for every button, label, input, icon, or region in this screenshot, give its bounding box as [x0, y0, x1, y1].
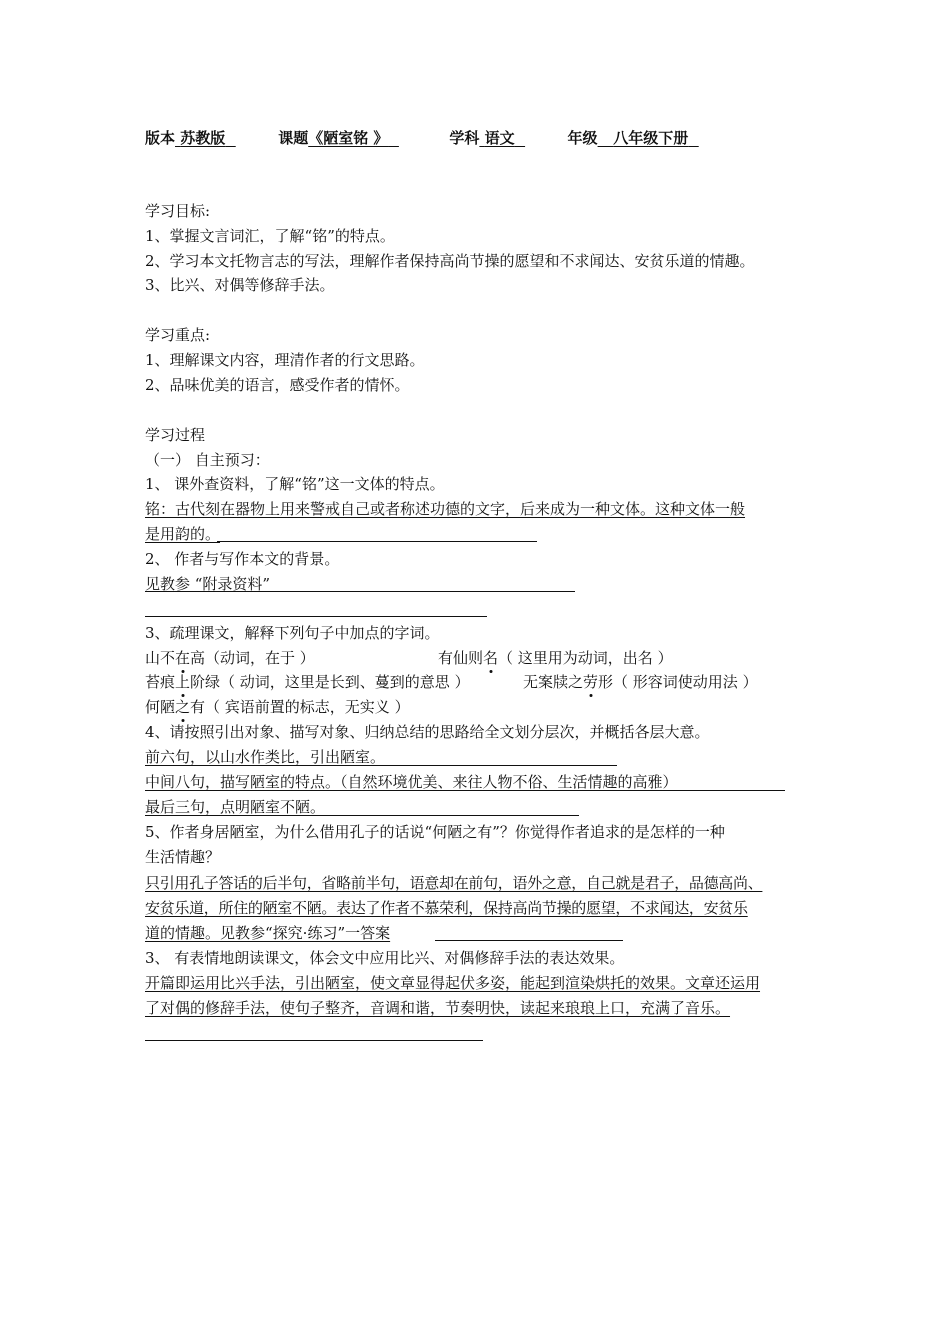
dotted-char: 上: [175, 673, 191, 691]
blank-line: [145, 591, 575, 592]
answer-6-line: 开篇即运用比兴手法，引出陋室，使文章显得起伏多姿，能起到渲染烘托的效果。文章还运用: [145, 974, 761, 992]
answer-1-line: 是用韵的。: [145, 525, 221, 543]
process-title: 学习过程: [145, 426, 206, 444]
lesson-value: 《陋室铭 》: [308, 129, 389, 147]
objective-item: 3、比兴、对偶等修辞手法。: [145, 276, 335, 294]
objectives-title: 学习目标:: [145, 202, 211, 220]
answer-5-line: 道的情趣。见教参“探究·练习”一答案: [145, 924, 391, 942]
blank-line: [145, 616, 487, 617]
vocab-item: 无案牍之劳形（ 形容词使动用法 ）: [523, 673, 758, 691]
blank-line: [435, 940, 623, 941]
header-row: [145, 127, 699, 149]
blank-line: [145, 790, 785, 791]
objective-item: 2、学习本文托物言志的写法，理解作者保持高尚节操的愿望和不求闻达、安贫乐道的情趣。: [145, 252, 755, 270]
question-4: 4、请按照引出对象、描写对象、归纳总结的思路给全文划分层次，并概括各层大意。: [145, 723, 710, 741]
dotted-char: 劳: [583, 673, 599, 691]
vocab-item: 苔痕上阶绿（ 动词，这里是长到、蔓到的意思 ）: [145, 673, 470, 691]
lesson-label: 课题: [278, 129, 309, 147]
keypoint-item: 1、理解课文内容，理清作者的行文思路。: [145, 351, 425, 369]
dotted-char: 在: [175, 649, 191, 667]
question-5-line: 5、作者身居陋室，为什么借用孔子的话说“何陋之有”？你觉得作者追求的是怎样的一种: [145, 823, 725, 841]
question-5-line: 生活情趣？: [145, 848, 221, 866]
blank-line: [145, 765, 617, 766]
answer-4-line: 前六句，以山水作类比，引出陋室。: [145, 748, 386, 766]
answer-5-line: 只引用孔子答话的后半句，省略前半句，语意却在前句，语外之意，自己就是君子，品德高尚、: [145, 874, 763, 892]
answer-4-line: 最后三句，点明陋室不陋。: [145, 798, 326, 816]
blank-line: [217, 541, 537, 542]
grade-label: 年级: [567, 129, 598, 147]
section-heading: （一） 自主预习：: [145, 451, 270, 469]
objective-item: 1、掌握文言词汇，了解“铭”的特点。: [145, 227, 395, 245]
vocab-item: 何陋之有（ 宾语前置的标志，无实义 ）: [145, 698, 410, 716]
answer-6-line: 了对偶的修辞手法，使句子整齐，音调和谐，节奏明快，读起来琅琅上口，充满了音乐。: [145, 999, 731, 1017]
blank-line: [145, 1040, 483, 1041]
question-6: 3、 有表情地朗读课文，体会文中应用比兴、对偶修辞手法的表达效果。: [145, 949, 625, 967]
answer-2: 见教参 “附录资料”: [145, 575, 271, 593]
answer-1-line: 铭：古代刻在器物上用来警戒自己或者称述功德的文字，后来成为一种文体。这种文体一般: [145, 500, 746, 518]
dotted-char: 之: [175, 698, 191, 716]
blank-line: [145, 815, 579, 816]
dotted-char: 名: [483, 649, 499, 667]
answer-4-line: 中间八句，描写陋室的特点。（自然环境优美、来往人物不俗、生活情趣的高雅）: [145, 773, 678, 791]
question-2: 2、 作者与写作本文的背景。: [145, 550, 340, 568]
edition-label: 版本: [145, 129, 176, 147]
question-3: 3、疏理课文，解释下列句子中加点的字词。: [145, 624, 440, 642]
vocab-item: 有仙则名（ 这里用为动词，出名 ）: [438, 649, 673, 667]
grade-value: 八年级下册: [613, 129, 689, 147]
keypoint-item: 2、品味优美的语言，感受作者的情怀。: [145, 376, 410, 394]
subject-label: 学科: [449, 129, 480, 147]
keypoints-title: 学习重点:: [145, 326, 211, 344]
vocab-item: 山不在高（动词，在于 ）: [145, 649, 315, 667]
edition-value: 苏教版: [180, 129, 226, 147]
answer-5-line: 安贫乐道，所住的陋室不陋。表达了作者不慕荣利，保持高尚节操的愿望，不求闻达，安贫乐: [145, 899, 748, 917]
subject-value: 语文: [484, 129, 515, 147]
question-1: 1、 课外查资料，了解“铭”这一文体的特点。: [145, 475, 445, 493]
